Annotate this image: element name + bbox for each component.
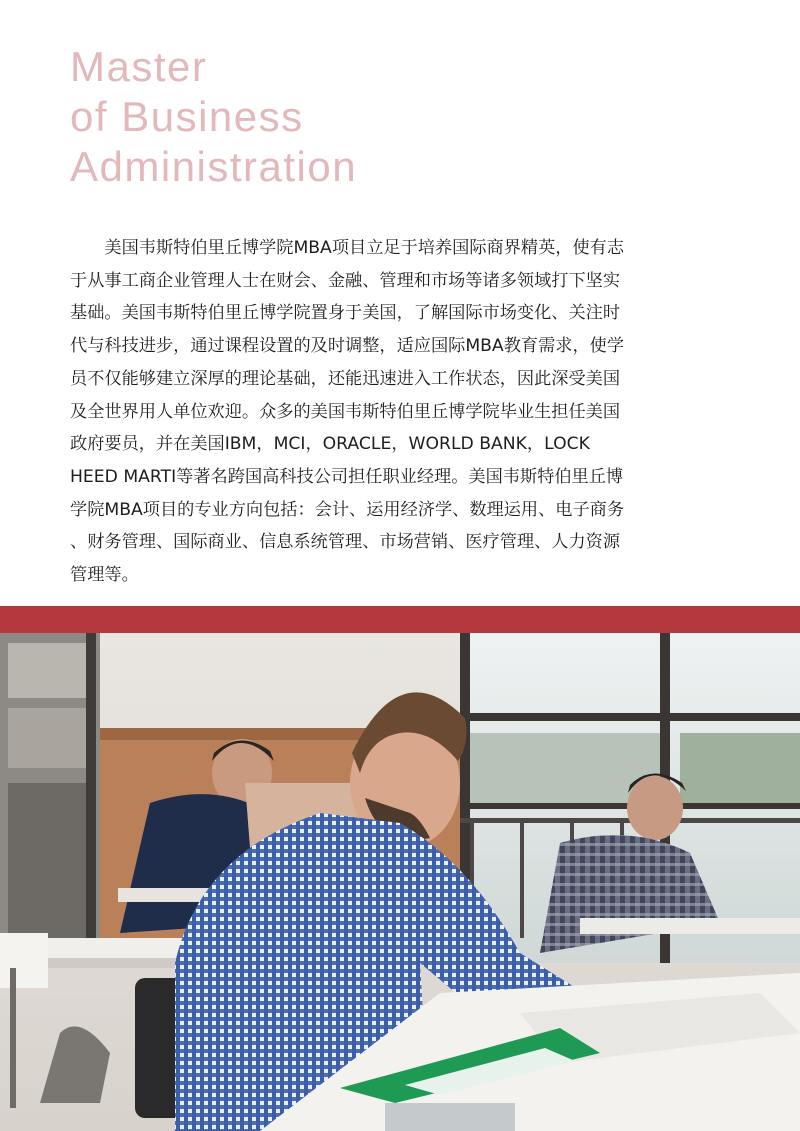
paragraph-line: 学院MBA项目的专业方向包括：会计、运用经济学、数理运用、电子商务 bbox=[70, 499, 625, 520]
title-line-2: of Business bbox=[70, 93, 304, 140]
title-line-3: Administration bbox=[70, 143, 358, 190]
title-line-1: Master bbox=[70, 43, 208, 90]
classroom-photo bbox=[0, 633, 800, 1131]
paragraph-line: 美国韦斯特伯里丘博学院MBA项目立足于培养国际商界精英，使有志 bbox=[70, 238, 625, 258]
paragraph-line: 员不仅能够建立深厚的理论基础，还能迅速进入工作状态，因此深受美国 bbox=[70, 368, 621, 389]
paragraph-line: 管理等。 bbox=[70, 565, 139, 586]
paragraph-line: 、财务管理、国际商业、信息系统管理、市场营销、医疗管理、人力资源 bbox=[70, 532, 621, 553]
intro-paragraph bbox=[70, 232, 732, 592]
paragraph-line: 基础。美国韦斯特伯里丘博学院置身于美国，了解国际市场变化、关注时 bbox=[70, 303, 621, 324]
paragraph-line: 于从事工商企业管理人士在财会、金融、管理和市场等诸多领域打下坚实 bbox=[70, 270, 621, 291]
paragraph-line: 政府要员，并在美国IBM，MCI，ORACLE，WORLD BANK，LOCK bbox=[70, 434, 590, 455]
accent-band bbox=[0, 606, 800, 633]
paragraph-line: 代与科技进步，通过课程设置的及时调整，适应国际MBA教育需求，使学 bbox=[70, 336, 625, 357]
paragraph-line: 及全世界用人单位欢迎。众多的美国韦斯特伯里丘博学院毕业生担任美国 bbox=[70, 401, 621, 422]
page-title bbox=[70, 42, 730, 192]
paragraph-line: HEED MARTI等著名跨国高科技公司担任职业经理。美国韦斯特伯里丘博 bbox=[70, 466, 624, 487]
